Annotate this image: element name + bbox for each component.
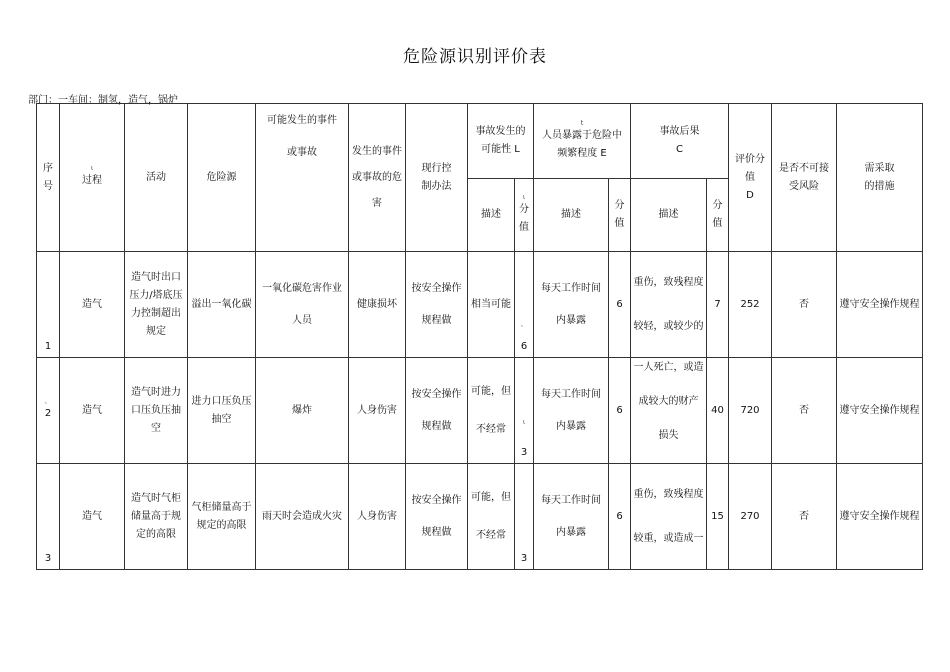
- table-row: [37, 358, 923, 464]
- row-E-score: 6: [609, 358, 631, 464]
- row-hazard: 进力口压负压抽空: [188, 358, 256, 464]
- row-consequence: 健康损坏: [349, 252, 406, 358]
- row-process: 造气: [60, 252, 125, 358]
- row-measure: 遵守安全操作规程: [837, 464, 923, 570]
- row-L-score: 3: [515, 464, 534, 570]
- header-possible-event: 可能发生的事件 或事故: [256, 104, 349, 252]
- row-process: 造气: [60, 464, 125, 570]
- row-L-score: 、 6: [515, 252, 534, 358]
- row-C-desc: 重伤，致残程度 较轻，或较少的: [631, 252, 707, 358]
- header-seq: 序号: [37, 104, 60, 252]
- header-L-score: ι 分 值: [515, 179, 534, 252]
- header-activity: 活动: [125, 104, 188, 252]
- row-activity: 造气时进力口压负压抽空: [125, 358, 188, 464]
- row-process: 造气: [60, 358, 125, 464]
- row-D: 252: [729, 252, 772, 358]
- page-title: 危险源识别评价表: [403, 47, 547, 67]
- header-hazard: 危险源: [188, 104, 256, 252]
- header-consequence-severity: 事故后果 C: [631, 104, 729, 179]
- row-E-score: 6: [609, 464, 631, 570]
- row-consequence: 人身伤害: [349, 464, 406, 570]
- header-C-desc: 描述: [631, 179, 707, 252]
- table-row: [37, 252, 923, 358]
- table-row: [37, 464, 923, 570]
- header-likelihood: 事故发生的 可能性 L: [468, 104, 534, 179]
- row-seq: 1: [37, 252, 60, 358]
- row-E-desc: 每天工作时间 内暴露: [534, 464, 609, 570]
- row-L-desc: 相当可能: [468, 252, 515, 358]
- header-unacceptable-risk: 是否不可接 受风险: [772, 104, 837, 252]
- row-event: 一氧化碳危害作业 人员: [256, 252, 349, 358]
- header-evaluation-score: 评价分 值 D: [729, 104, 772, 252]
- row-E-desc: 每天工作时间 内暴露: [534, 358, 609, 464]
- row-hazard: 气柜储量高于规定的高限: [188, 464, 256, 570]
- row-seq: 、 2: [37, 358, 60, 464]
- header-consequence: 发生的事件 或事故的危 害: [349, 104, 406, 252]
- row-D: 720: [729, 358, 772, 464]
- row-activity: 造气时出口压力/塔底压力控制超出规定: [125, 252, 188, 358]
- row-control: 按安全操作 规程做: [406, 252, 468, 358]
- row-C-score: 15: [707, 464, 729, 570]
- department-label: 部门：一车间：制氢，造气，锅炉: [28, 95, 178, 106]
- row-L-score: ι 3: [515, 358, 534, 464]
- header-control-method: 现行控 制办法: [406, 104, 468, 252]
- row-seq: 3: [37, 464, 60, 570]
- row-C-score: 40: [707, 358, 729, 464]
- row-C-score: 7: [707, 252, 729, 358]
- row-accept: 否: [772, 252, 837, 358]
- row-measure: 遵守安全操作规程: [837, 358, 923, 464]
- row-L-desc: 可能，但 不经常: [468, 358, 515, 464]
- header-L-desc: 描述: [468, 179, 515, 252]
- header-E-score: 分 值: [609, 179, 631, 252]
- row-L-desc: 可能，但 不经常: [468, 464, 515, 570]
- hazard-table: [36, 103, 923, 570]
- row-D: 270: [729, 464, 772, 570]
- row-measure: 遵守安全操作规程: [837, 252, 923, 358]
- row-E-score: 6: [609, 252, 631, 358]
- row-event: 雨天时会造成火灾: [256, 464, 349, 570]
- header-C-score: 分 值: [707, 179, 729, 252]
- header-E-desc: 描述: [534, 179, 609, 252]
- row-control: 按安全操作 规程做: [406, 358, 468, 464]
- row-control: 按安全操作 规程做: [406, 464, 468, 570]
- row-accept: 否: [772, 358, 837, 464]
- row-C-desc: 一人死亡，或造 成较大的财产 损失: [631, 358, 707, 464]
- row-activity: 造气时气柜储量高于规定的高限: [125, 464, 188, 570]
- header-row-1: [37, 104, 923, 179]
- header-exposure: t 人员暴露于危险中 频繁程度 E: [534, 104, 631, 179]
- row-hazard: 溢出一氧化碳: [188, 252, 256, 358]
- row-event: 爆炸: [256, 358, 349, 464]
- header-process: ι 过程: [60, 104, 125, 252]
- row-consequence: 人身伤害: [349, 358, 406, 464]
- row-accept: 否: [772, 464, 837, 570]
- row-E-desc: 每天工作时间 内暴露: [534, 252, 609, 358]
- row-C-desc: 重伤，致残程度 较重，或造成一: [631, 464, 707, 570]
- header-measures: 需采取 的措施: [837, 104, 923, 252]
